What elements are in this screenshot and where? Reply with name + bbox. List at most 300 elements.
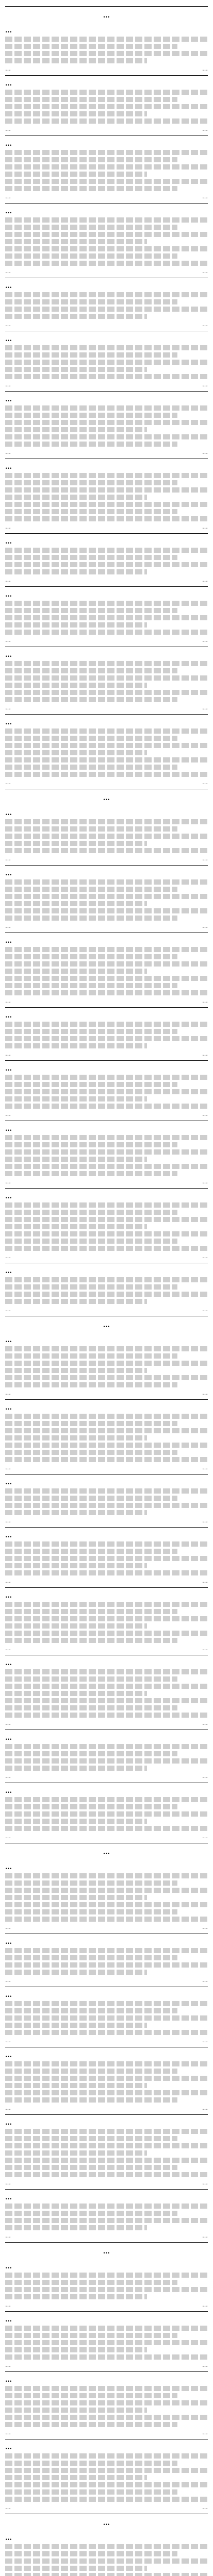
classified-ad: [5, 2115, 208, 2190]
ad-title: …: [5, 80, 12, 88]
ad-footer-right: …: [202, 2362, 208, 2368]
ad-body-line: [5, 954, 177, 959]
ad-body-line: [5, 608, 177, 613]
ad-body-line: [5, 743, 208, 748]
ad-body-line: [5, 826, 177, 832]
ad-footer-right: …: [202, 2179, 208, 2186]
classified-ad: [5, 23, 208, 76]
ad-body-line: [5, 1217, 208, 1222]
ad-body-line: [5, 2544, 208, 2549]
ad-body-line: [5, 2015, 208, 2021]
ad-footer-right: …: [202, 1306, 208, 1313]
ad-title: …: [5, 208, 12, 215]
ad-body-line: [5, 157, 177, 162]
ad-title: …: [5, 1592, 12, 1600]
ad-body-line: [5, 2340, 208, 2345]
ad-body-line: [5, 1246, 208, 1251]
ad-body-line: [5, 1414, 208, 1419]
ad-body-line: [5, 1948, 208, 1953]
ad-footer: [5, 1178, 208, 1185]
ad-body-line: [5, 150, 208, 155]
ad-body-line: [5, 1895, 147, 1900]
ad-footer: [5, 1720, 208, 1726]
ad-body-line: [5, 2008, 177, 2013]
ad-body-line: [5, 2566, 147, 2571]
ad-body-line: [5, 1368, 147, 1373]
ad-footer: [5, 65, 208, 72]
ad-body-line: [5, 292, 208, 297]
ad-title: …: [5, 1863, 12, 1871]
ad-body-line: [5, 683, 147, 688]
ad-footer-right: …: [202, 126, 208, 132]
ad-footer-left: …: [5, 704, 11, 711]
ad-footer: [5, 2301, 208, 2308]
ad-body-line: [5, 1563, 147, 1568]
ad-body-line: [5, 1224, 147, 1229]
classified-ad: [5, 278, 208, 331]
ad-footer-right: …: [202, 1645, 208, 1652]
section-heading: …: [103, 1321, 110, 1329]
ad-body-line: [5, 1104, 208, 1109]
classified-ad: [5, 1588, 208, 1655]
ad-footer: [5, 2179, 208, 2186]
ad-title: …: [5, 335, 12, 343]
ad-body-line: [5, 374, 208, 379]
ad-title: …: [5, 1336, 12, 1344]
ad-footer-left: …: [5, 855, 11, 862]
ad-footer-left: …: [5, 2105, 11, 2111]
ad-body-line: [5, 548, 208, 553]
ad-footer-left: …: [5, 1050, 11, 1057]
ad-body-line: [5, 1880, 177, 1886]
ad-body-line: [5, 314, 147, 319]
ad-footer-right: …: [202, 577, 208, 583]
ad-footer-right: …: [202, 321, 208, 328]
ad-footer: [5, 321, 208, 328]
ad-body-line: [5, 405, 208, 411]
ad-body-line: [5, 186, 177, 191]
ad-body-line: [5, 697, 177, 702]
ad-footer: [5, 381, 208, 388]
classified-ad: [5, 1730, 208, 1783]
ad-body-line: [5, 2001, 208, 2006]
section-heading: …: [103, 794, 110, 802]
ad-title: …: [5, 809, 12, 817]
classified-ad: [5, 587, 208, 647]
ad-footer: [5, 1977, 208, 1984]
ad-footer-right: …: [202, 193, 208, 200]
ad-footer: [5, 1253, 208, 1260]
ad-body-line: [5, 2468, 208, 2473]
ad-body-line: [5, 765, 177, 770]
ad-body-line: [5, 2475, 147, 2480]
ad-body-line: [5, 1556, 208, 1561]
ad-footer-left: …: [5, 1464, 11, 1471]
ad-footer: [5, 523, 208, 530]
ad-footer: [5, 1924, 208, 1930]
ad-footer-right: …: [202, 704, 208, 711]
ad-footer: [5, 2232, 208, 2239]
ad-footer-left: …: [5, 997, 11, 1004]
ad-body-line: [5, 2211, 177, 2216]
ad-title: …: [5, 1479, 12, 1486]
ad-footer-left: …: [5, 268, 11, 275]
ads-content: [5, 12, 208, 2576]
ad-body-line: [5, 1239, 177, 1244]
section-heading: …: [103, 1849, 110, 1856]
ad-body-line: [5, 1804, 177, 1809]
ad-footer-left: …: [5, 2301, 11, 2308]
ad-body-line: [5, 1096, 147, 1101]
ad-title: …: [5, 1065, 12, 1073]
ad-title: …: [5, 1267, 12, 1275]
ad-footer-right: …: [202, 2232, 208, 2239]
ad-body-line: [5, 976, 208, 981]
ad-title: …: [5, 2052, 12, 2059]
ad-footer-left: …: [5, 1178, 11, 1185]
ad-footer: [5, 1645, 208, 1652]
ad-footer-right: …: [202, 923, 208, 929]
ad-body-line: [5, 413, 177, 418]
ad-title: …: [5, 1532, 12, 1539]
ad-body-line: [5, 352, 177, 358]
ad-footer-right: …: [202, 523, 208, 530]
classified-ad: [5, 2372, 208, 2439]
ad-body-line: [5, 887, 177, 892]
classified-ad: [5, 2259, 208, 2312]
ad-footer-right: …: [202, 1578, 208, 1584]
ad-body-line: [5, 1075, 208, 1080]
section-heading: …: [103, 12, 110, 20]
ad-footer-left: …: [5, 2232, 11, 2239]
classified-ad: [5, 76, 208, 136]
ad-footer: [5, 704, 208, 711]
ad-title: …: [5, 538, 12, 546]
ad-footer-left: …: [5, 1306, 11, 1313]
ad-title: …: [5, 1659, 12, 1667]
ad-footer-left: …: [5, 2429, 11, 2436]
ad-body-line: [5, 261, 208, 266]
ad-body-line: [5, 495, 147, 500]
ad-title: …: [5, 937, 12, 945]
ad-body-line: [5, 1638, 177, 1643]
ad-body-line: [5, 1382, 177, 1387]
ad-footer-right: …: [202, 381, 208, 388]
ad-body-line: [5, 1157, 147, 1162]
ad-footer-left: …: [5, 2037, 11, 2044]
ad-body-line: [5, 2294, 147, 2299]
ad-title: …: [5, 1125, 12, 1133]
ad-body-line: [5, 2225, 147, 2230]
ad-body-line: [5, 1292, 208, 1297]
ad-footer-left: …: [5, 637, 11, 643]
ad-body-line: [5, 1135, 208, 1140]
classified-ad: [5, 1528, 208, 1588]
ad-footer-left: …: [5, 1720, 11, 1726]
ad-body-line: [5, 1917, 208, 1922]
ad-footer-left: …: [5, 1977, 11, 1984]
ad-body-line: [5, 2400, 208, 2405]
ad-title: …: [5, 1938, 12, 1946]
classified-ad: [5, 1400, 208, 1475]
ad-body-line: [5, 1570, 208, 1575]
classified-ad: [5, 459, 208, 534]
ad-footer: [5, 2037, 208, 2044]
ad-body-line: [5, 1888, 208, 1893]
ad-footer-left: …: [5, 449, 11, 455]
ad-footer-right: …: [202, 268, 208, 275]
ad-body-line: [5, 1231, 208, 1236]
ad-body-line: [5, 37, 208, 42]
ad-body-line: [5, 1443, 208, 1448]
ad-body-line: [5, 509, 177, 514]
ad-body-line: [5, 1669, 208, 1674]
ad-footer: [5, 1389, 208, 1396]
ad-footer-right: …: [202, 2105, 208, 2111]
ad-body-line: [5, 1435, 147, 1440]
ad-body-line: [5, 841, 147, 846]
ad-body-line: [5, 2453, 208, 2459]
ad-body-line: [5, 1171, 177, 1176]
classified-ad: [5, 1475, 208, 1528]
ad-body-line: [5, 622, 147, 628]
ad-body-line: [5, 104, 208, 109]
ad-body-line: [5, 615, 208, 620]
ad-footer-left: …: [5, 523, 11, 530]
ad-body-line: [5, 2143, 208, 2148]
ad-footer: [5, 637, 208, 643]
ad-title: …: [5, 140, 12, 148]
ad-body-line: [5, 961, 208, 967]
classified-ad: [5, 866, 208, 933]
ad-footer: [5, 268, 208, 275]
ad-title: …: [5, 2534, 12, 2542]
ad-body-line: [5, 569, 147, 574]
ad-body-line: [5, 1623, 147, 1629]
ad-body-line: [5, 1758, 208, 1764]
ad-footer-left: …: [5, 1773, 11, 1780]
ad-footer-right: …: [202, 1178, 208, 1185]
ad-body-line: [5, 983, 177, 988]
ad-footer-right: …: [202, 1253, 208, 1260]
ad-body-line: [5, 601, 208, 606]
ad-body-line: [5, 2386, 208, 2391]
ad-body-line: [5, 1164, 208, 1169]
section-heading: …: [103, 2519, 110, 2527]
ad-body-line: [5, 2347, 147, 2352]
ad-footer-right: …: [202, 1773, 208, 1780]
ad-footer-left: …: [5, 126, 11, 132]
ad-body-line: [5, 1766, 147, 1771]
ad-body-line: [5, 901, 147, 906]
classified-ad: [5, 136, 208, 204]
ad-footer: [5, 855, 208, 862]
ad-body-line: [5, 2273, 208, 2278]
ad-footer-left: …: [5, 2504, 11, 2511]
ad-title: …: [5, 1012, 12, 1020]
ad-body-line: [5, 916, 177, 921]
ad-body-line: [5, 246, 208, 251]
ad-body-line: [5, 2090, 208, 2095]
ad-body-line: [5, 299, 177, 304]
ad-body-line: [5, 1819, 147, 1824]
ads-section: [5, 12, 208, 789]
ad-body-line: [5, 1970, 147, 1975]
ad-body-line: [5, 1375, 208, 1380]
ad-body-line: [5, 819, 208, 824]
ad-body-line: [5, 2158, 208, 2163]
ad-body-line: [5, 2393, 177, 2398]
ad-footer-right: …: [202, 1720, 208, 1726]
ad-body-line: [5, 2165, 177, 2170]
ad-body-line: [5, 1676, 177, 1682]
classified-ad: [5, 2312, 208, 2372]
ad-body-line: [5, 90, 208, 95]
ad-body-line: [5, 1691, 147, 1696]
ad-body-line: [5, 2287, 208, 2292]
ad-footer-left: …: [5, 381, 11, 388]
ad-footer-right: …: [202, 1517, 208, 1524]
ad-body-line: [5, 1713, 208, 1718]
ad-title: …: [5, 2316, 12, 2324]
ad-body-line: [5, 1616, 208, 1621]
ad-body-line: [5, 1428, 208, 1433]
ad-footer-right: …: [202, 449, 208, 455]
ad-body-line: [5, 1142, 177, 1147]
ad-body-line: [5, 728, 208, 734]
ad-footer-left: …: [5, 321, 11, 328]
ad-title: …: [5, 1991, 12, 1999]
ad-body-line: [5, 2097, 177, 2103]
ad-body-line: [5, 668, 177, 673]
classified-ad: [5, 1934, 208, 1987]
top-rule: [5, 6, 208, 7]
ad-footer: [5, 1306, 208, 1313]
classified-ad: [5, 204, 208, 278]
ad-footer: [5, 1578, 208, 1584]
ad-body-line: [5, 1541, 208, 1547]
ad-footer-left: …: [5, 2179, 11, 2186]
ad-body-line: [5, 555, 177, 560]
ad-footer: [5, 1833, 208, 1840]
ad-body-line: [5, 750, 147, 755]
classified-ad: [5, 933, 208, 1008]
ad-body-line: [5, 562, 208, 567]
ad-body-line: [5, 480, 177, 485]
ad-footer-left: …: [5, 1924, 11, 1930]
ad-body-line: [5, 1361, 208, 1366]
ad-body-line: [5, 434, 208, 439]
ad-body-line: [5, 2204, 208, 2209]
ad-body-line: [5, 2218, 208, 2223]
ad-body-line: [5, 908, 208, 913]
ad-title: …: [5, 27, 12, 35]
ad-footer-left: …: [5, 923, 11, 929]
ad-body-line: [5, 217, 208, 223]
ad-footer: [5, 449, 208, 455]
ad-body-line: [5, 757, 208, 762]
ad-footer: [5, 1517, 208, 1524]
ad-footer-left: …: [5, 779, 11, 786]
ad-body-line: [5, 1797, 208, 1802]
ad-body-line: [5, 1602, 208, 1607]
ad-body-line: [5, 675, 208, 681]
ad-title: …: [5, 2376, 12, 2384]
ad-body-line: [5, 2076, 208, 2081]
ad-footer-left: …: [5, 1389, 11, 1396]
ad-body-line: [5, 172, 147, 177]
ad-body-line: [5, 1751, 177, 1756]
ad-body-line: [5, 1353, 177, 1359]
ad-body-line: [5, 2136, 177, 2141]
classified-ad: [5, 1061, 208, 1121]
ad-title: …: [5, 1787, 12, 1795]
classified-ad: [5, 715, 208, 789]
ad-body-line: [5, 736, 177, 741]
ad-body-line: [5, 1811, 208, 1817]
section-heading: …: [103, 2248, 110, 2256]
ad-title: …: [5, 2119, 12, 2127]
ad-body-line: [5, 2573, 208, 2576]
ad-body-line: [5, 225, 177, 230]
ad-footer-left: …: [5, 1578, 11, 1584]
ad-body-line: [5, 834, 208, 839]
ad-body-line: [5, 2326, 208, 2331]
ads-section: [5, 2519, 208, 2576]
ads-section: [5, 1849, 208, 2243]
ad-body-line: [5, 1962, 208, 1968]
ad-body-line: [5, 661, 208, 666]
ad-body-line: [5, 2422, 177, 2427]
ad-footer-right: …: [202, 1833, 208, 1840]
classified-ad: [5, 647, 208, 715]
ad-title: …: [5, 719, 12, 726]
ad-footer: [5, 577, 208, 583]
ad-body-line: [5, 1698, 208, 1703]
classified-ad: [5, 1189, 208, 1263]
ad-footer-right: …: [202, 1924, 208, 1930]
ad-body-line: [5, 2030, 208, 2035]
ad-body-line: [5, 111, 147, 116]
ad-body-line: [5, 1684, 208, 1689]
ad-footer-left: …: [5, 1645, 11, 1652]
ad-body-line: [5, 442, 177, 447]
classified-ad: [5, 1263, 208, 1316]
ad-body-line: [5, 2551, 177, 2556]
ad-body-line: [5, 1036, 208, 1041]
classified-ad: [5, 2190, 208, 2243]
ad-title: …: [5, 591, 12, 599]
ads-section: [5, 2248, 208, 2514]
ad-footer: [5, 126, 208, 132]
ad-footer-right: …: [202, 997, 208, 1004]
ad-body-line: [5, 2415, 208, 2420]
ad-body-line: [5, 253, 177, 259]
ad-body-line: [5, 345, 208, 350]
ad-body-line: [5, 2482, 208, 2487]
ad-body-line: [5, 1631, 208, 1636]
ad-body-line: [5, 969, 147, 974]
ad-body-line: [5, 1744, 208, 1749]
ad-body-line: [5, 1082, 177, 1087]
ad-body-line: [5, 2129, 208, 2134]
ad-title: …: [5, 1404, 12, 1412]
ad-body-line: [5, 1955, 177, 1960]
ad-body-line: [5, 1299, 147, 1304]
ad-footer-right: …: [202, 1389, 208, 1396]
ad-body-line: [5, 2408, 147, 2413]
classified-ad: [5, 1655, 208, 1730]
